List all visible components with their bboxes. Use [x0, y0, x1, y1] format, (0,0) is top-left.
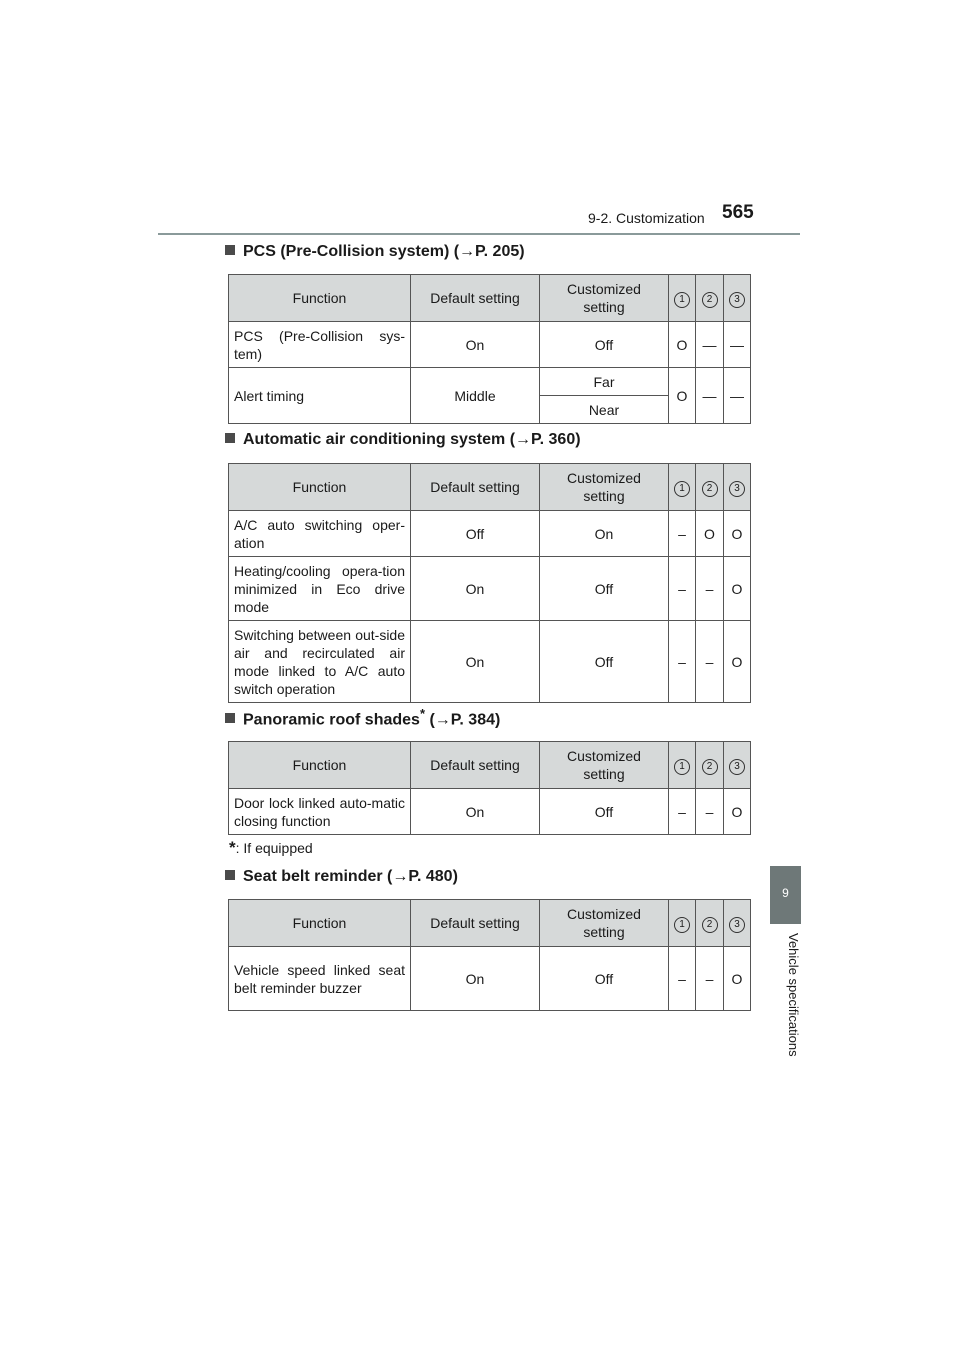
heading-panoramic-roof: Panoramic roof shades* (→P. 384): [225, 706, 500, 729]
function-cell: PCS (Pre-Collision sys-tem): [229, 322, 411, 368]
default-cell: On: [411, 789, 540, 835]
pcs-table: [228, 274, 751, 424]
custom-cell: Near: [540, 396, 669, 424]
col-customized: Customized setting: [540, 275, 669, 322]
air-conditioning-table: [228, 463, 751, 703]
square-bullet-icon: [225, 870, 235, 880]
default-cell: On: [411, 947, 540, 1011]
seat-belt-table: [228, 899, 751, 1011]
default-cell: On: [411, 621, 540, 703]
table-row: [229, 557, 751, 621]
arrow-icon: →: [392, 868, 409, 885]
mark-cell: –: [669, 789, 696, 835]
mark-cell: –: [669, 511, 696, 557]
default-cell: Off: [411, 511, 540, 557]
col-default: Default setting: [411, 464, 540, 511]
mark-cell: O: [724, 947, 751, 1011]
page-link[interactable]: P. 205): [475, 243, 525, 260]
table-header-row: [229, 742, 751, 789]
square-bullet-icon: [225, 433, 235, 443]
col-function: Function: [229, 900, 411, 947]
table-row: [229, 789, 751, 835]
custom-cell: On: [540, 511, 669, 557]
heading-pcs: PCS (Pre-Collision system) (→P. 205): [225, 243, 525, 261]
footnote-star: *: [229, 838, 236, 857]
col-function: Function: [229, 742, 411, 789]
mark-cell: O: [669, 368, 696, 424]
mark-cell: –: [669, 621, 696, 703]
circled-number-icon: 1: [674, 481, 690, 497]
header-rule: [158, 233, 800, 235]
page-number: 565: [722, 202, 754, 223]
mark-cell: O: [696, 511, 724, 557]
mark-cell: –: [696, 557, 724, 621]
circled-number-icon: 1: [674, 759, 690, 775]
col-default: Default setting: [411, 742, 540, 789]
arrow-icon: →: [459, 243, 476, 260]
circled-number-icon: 2: [702, 917, 718, 933]
mark-cell: –: [669, 947, 696, 1011]
mark-cell: –: [696, 621, 724, 703]
circled-number-icon: 2: [702, 759, 718, 775]
table-header-row: [229, 464, 751, 511]
col-function: Function: [229, 464, 411, 511]
default-cell: On: [411, 557, 540, 621]
circled-number-icon: 3: [729, 759, 745, 775]
circled-number-icon: 3: [729, 481, 745, 497]
table-row: [229, 511, 751, 557]
custom-cell: Off: [540, 789, 669, 835]
function-cell: Heating/cooling opera-tion minimized in Eco drive mode: [229, 557, 411, 621]
circled-number-icon: 2: [702, 292, 718, 308]
col-default: Default setting: [411, 275, 540, 322]
col-customized: Customized setting: [540, 900, 669, 947]
col-default: Default setting: [411, 900, 540, 947]
function-cell: Door lock linked auto-matic closing function: [229, 789, 411, 835]
col-function: Function: [229, 275, 411, 322]
default-cell: Middle: [411, 368, 540, 424]
function-cell: Alert timing: [229, 368, 411, 424]
mark-cell: –: [696, 789, 724, 835]
mark-cell: O: [669, 322, 696, 368]
custom-cell: Far: [540, 368, 669, 396]
panoramic-roof-table: [228, 741, 751, 835]
mark-cell: O: [724, 557, 751, 621]
mark-cell: —: [696, 368, 724, 424]
table-header-row: [229, 900, 751, 947]
circled-number-icon: 1: [674, 292, 690, 308]
table-row: [229, 322, 751, 368]
chapter-tab: [770, 866, 801, 924]
table-row: [229, 947, 751, 1011]
mark-cell: O: [724, 511, 751, 557]
mark-cell: —: [724, 368, 751, 424]
function-cell: Vehicle speed linked seat belt reminder buzzer: [229, 947, 411, 1011]
custom-cell: Off: [540, 947, 669, 1011]
mark-cell: —: [724, 322, 751, 368]
heading-seat-belt: Seat belt reminder (→P. 480): [225, 868, 458, 886]
function-cell: Switching between out-side air and recirculated air mode linked to A/C auto switch operation: [229, 621, 411, 703]
circled-number-icon: 2: [702, 481, 718, 497]
table-header-row: [229, 275, 751, 322]
square-bullet-icon: [225, 713, 235, 723]
table-row: [229, 621, 751, 703]
footnote-star: *: [419, 706, 426, 721]
col-customized: Customized setting: [540, 742, 669, 789]
mark-cell: –: [696, 947, 724, 1011]
col-customized: Customized setting: [540, 464, 669, 511]
heading-air-conditioning: Automatic air conditioning system (→P. 360): [225, 431, 581, 449]
chapter-number: 9: [782, 886, 789, 900]
square-bullet-icon: [225, 245, 235, 255]
page-link[interactable]: P. 480): [408, 868, 458, 885]
circled-number-icon: 3: [729, 292, 745, 308]
arrow-icon: →: [434, 711, 451, 729]
arrow-icon: →: [515, 431, 532, 448]
table-row: [229, 368, 751, 396]
function-cell: A/C auto switching oper-ation: [229, 511, 411, 557]
default-cell: On: [411, 322, 540, 368]
mark-cell: O: [724, 789, 751, 835]
page-link[interactable]: P. 384): [450, 711, 501, 729]
mark-cell: –: [669, 557, 696, 621]
mark-cell: —: [696, 322, 724, 368]
chapter-label: Vehicle specifications: [786, 933, 801, 1057]
custom-cell: Off: [540, 322, 669, 368]
page-link[interactable]: P. 360): [531, 431, 581, 448]
footnote: *: If equipped: [229, 838, 313, 857]
circled-number-icon: 3: [729, 917, 745, 933]
circled-number-icon: 1: [674, 917, 690, 933]
custom-cell: Off: [540, 621, 669, 703]
custom-cell: Off: [540, 557, 669, 621]
mark-cell: O: [724, 621, 751, 703]
section-title: 9-2. Customization: [588, 210, 705, 226]
